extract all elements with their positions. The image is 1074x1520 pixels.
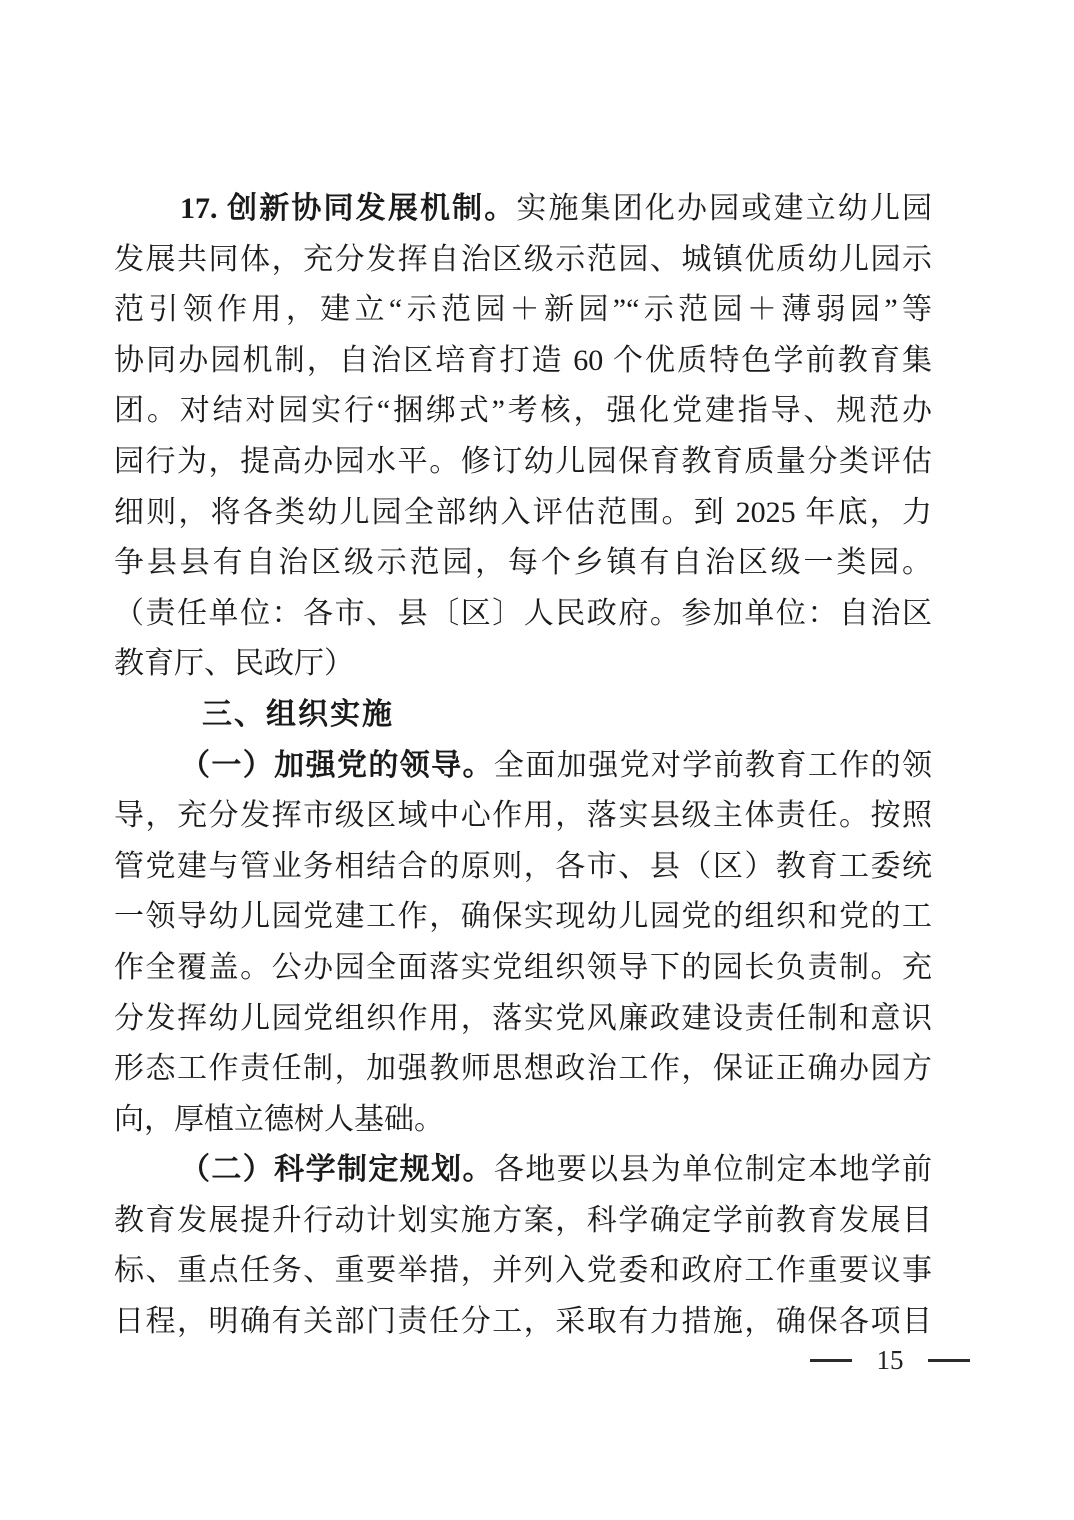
page-number: 15 bbox=[876, 1344, 904, 1375]
emphasis-text: （一）加强党的领导。 bbox=[180, 748, 494, 782]
text-line bbox=[114, 741, 932, 792]
emphasis-text: （二）科学制定规划。 bbox=[180, 1153, 494, 1187]
body-text: 实施集团化办园或建立幼儿园 bbox=[516, 192, 932, 225]
text-line bbox=[114, 285, 932, 336]
text-line bbox=[114, 589, 932, 640]
emphasis-text: 三、组织实施 bbox=[202, 697, 394, 731]
body-text: 协同办园机制，自治区培育打造 60 个优质特色学前教育集 bbox=[114, 343, 932, 377]
body-text: 形态工作责任制，加强教师思想政治工作，保证正确办园方 bbox=[114, 1052, 932, 1086]
footer-dash-left-icon bbox=[810, 1359, 852, 1362]
text-line bbox=[114, 1246, 932, 1297]
text-line bbox=[114, 184, 932, 235]
body-text: 园行为，提高办园水平。修订幼儿园保育教育质量分类评估 bbox=[114, 444, 932, 478]
body-text: 发展共同体，充分发挥自治区级示范园、城镇优质幼儿园示 bbox=[114, 242, 932, 276]
text-block bbox=[114, 184, 932, 1348]
section-heading bbox=[114, 690, 932, 741]
text-line bbox=[114, 842, 932, 893]
text-line bbox=[114, 538, 932, 589]
body-text: 标、重点任务、重要举措，并列入党委和政府工作重要议事 bbox=[114, 1254, 932, 1288]
body-text: 教育发展提升行动计划实施方案，科学确定学前教育发展目 bbox=[114, 1203, 932, 1237]
text-line bbox=[114, 1297, 932, 1348]
body-text: 分发挥幼儿园党组织作用，落实党风廉政建设责任制和意识 bbox=[114, 1001, 932, 1035]
body-text: 管党建与管业务相结合的原则，各市、县（区）教育工委统 bbox=[114, 849, 932, 883]
text-line bbox=[114, 488, 932, 539]
body-text: 争县县有自治区级示范园，每个乡镇有自治区级一类园。 bbox=[114, 546, 932, 580]
body-text: 各地要以县为单位制定本地学前 bbox=[493, 1153, 932, 1187]
text-line bbox=[114, 994, 932, 1045]
body-text: 范引领作用，建立“示范园＋新园”“示范园＋薄弱园”等 bbox=[114, 293, 932, 327]
text-line bbox=[114, 892, 932, 943]
page-footer bbox=[810, 1344, 970, 1376]
text-line bbox=[114, 235, 932, 286]
text-line bbox=[114, 1044, 932, 1095]
text-line bbox=[114, 943, 932, 994]
text-line bbox=[114, 1196, 932, 1247]
body-text: 作全覆盖。公办园全面落实党组织领导下的园长负责制。充 bbox=[114, 950, 932, 984]
body-text: 导，充分发挥市级区域中心作用，落实县级主体责任。按照 bbox=[114, 799, 932, 833]
text-line bbox=[114, 1145, 932, 1196]
footer-dash-right-icon bbox=[928, 1359, 970, 1362]
text-line bbox=[114, 386, 932, 437]
text-line bbox=[114, 791, 932, 842]
text-line bbox=[114, 639, 932, 690]
emphasis-text: 17. 创新协同发展机制。 bbox=[180, 192, 517, 225]
text-line bbox=[114, 336, 932, 387]
body-text: （责任单位：各市、县〔区〕人民政府。参加单位：自治区 bbox=[114, 596, 932, 630]
body-text: 一领导幼儿园党建工作，确保实现幼儿园党的组织和党的工 bbox=[114, 900, 932, 934]
text-line bbox=[114, 437, 932, 488]
body-text: 全面加强党对学前教育工作的领 bbox=[493, 748, 932, 782]
body-text: 细则，将各类幼儿园全部纳入评估范围。到 2025 年底，力 bbox=[114, 495, 932, 529]
text-line bbox=[114, 1095, 932, 1146]
body-text: 教育厅、民政厅） bbox=[114, 647, 354, 681]
body-text: 日程，明确有关部门责任分工，采取有力措施，确保各项目 bbox=[114, 1305, 932, 1339]
body-text: 向，厚植立德树人基础。 bbox=[114, 1102, 444, 1136]
body-text: 团。对结对园实行“捆绑式”考核，强化党建指导、规范办 bbox=[114, 394, 932, 428]
